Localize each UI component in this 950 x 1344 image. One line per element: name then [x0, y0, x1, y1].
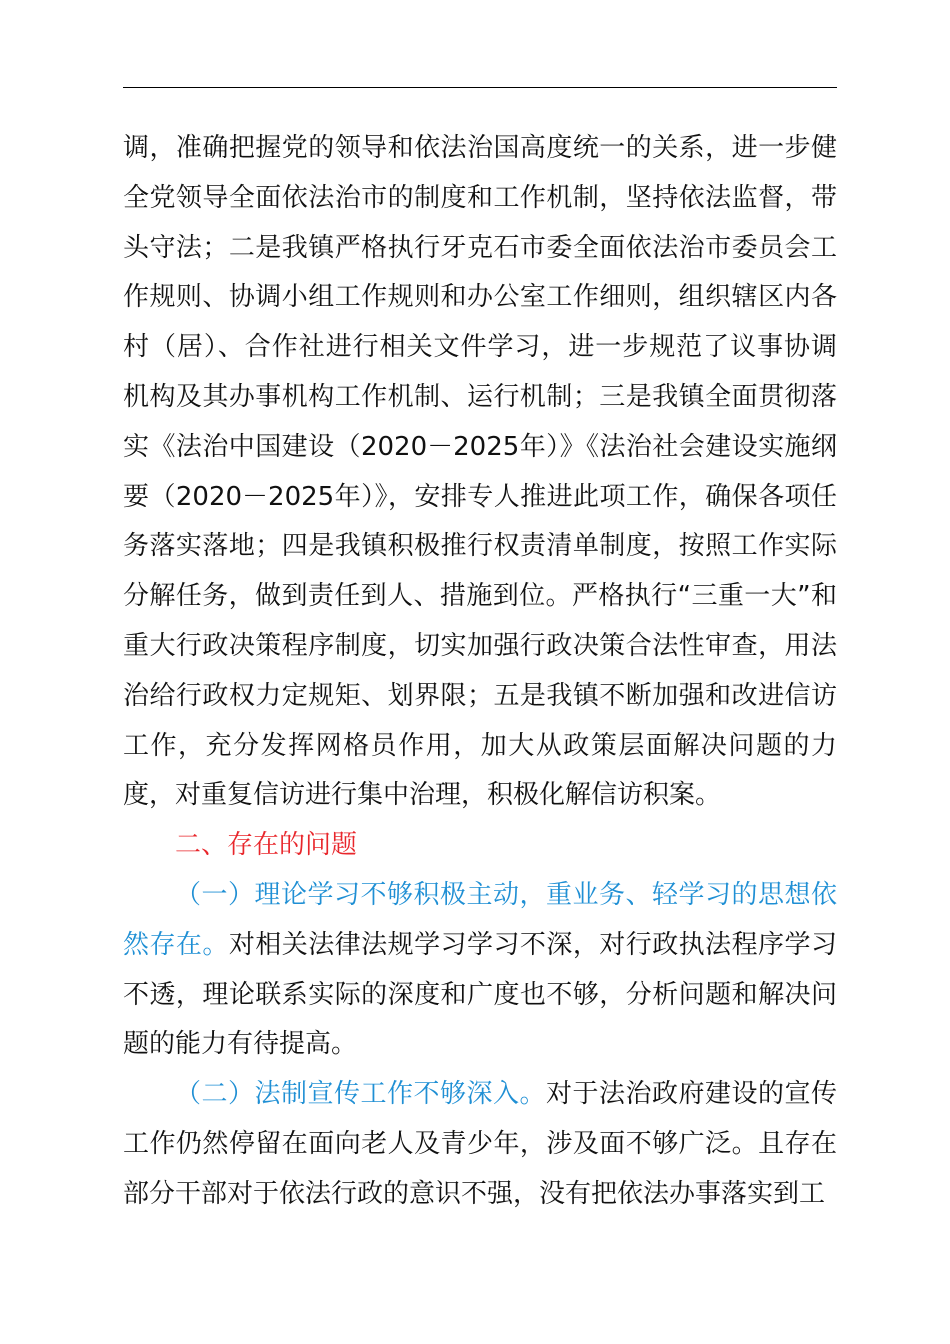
issue-paragraph-2 [123, 1070, 837, 1219]
document-body [123, 124, 837, 1220]
issue-1-text: 对相关法律法规学习学习不深，对行政执法程序学习不透，理论联系实际的深度和广度也不够，分析问题和解决问题的能力有待提高。 [123, 929, 837, 1060]
issue-paragraph-1 [123, 871, 837, 1070]
section-heading: 二、存在的问题 [175, 830, 358, 861]
issue-2-title: （二）法制宣传工作不够深入。 [175, 1079, 546, 1110]
issue-1-title: （一）理论学习不够积极主动，重业务、轻学习的思想依然存在。 [123, 879, 837, 960]
paragraph-continuation: 调，准确把握党的领导和依法治国高度统一的关系，进一步健全党领导全面依法治市的制度和工作机制，坚持依法监督，带头守法；二是我镇严格执行牙克石市委全面依法治市委员会工作规则、协调小组工作规则和办公室工作细则，组织辖区内各村（居）、合作社进行相关文件学习，进一步规范了议事协调机构及其办事机构工作机制、运行机制；三是我镇全面贯彻落实《法治中国建设（2020－2025年）》《法治社会建设实施纲要（2020－2025年）》，安排专人推进此项工作，确保各项任务落实落地；四是我镇积极推行权责清单制度，按照工作实际分解任务，做到责任到人、措施到位。严格执行“三重一大”和重大行政决策程序制度，切实加强行政决策合法性审查，用法治给行政权力定规矩、划界限；五是我镇不断加强和改进信访工作，充分发挥网格员作用，加大从政策层面解决问题的力度，对重复信访进行集中治理，积极化解信访积案。 [123, 133, 837, 811]
issue-2-text: 对于法治政府建设的宣传工作仍然停留在面向老人及青少年，涉及面不够广泛。且存在部分干部对于依法行政的意识不强，没有把依法办事落实到工 [123, 1079, 837, 1209]
header-rule [123, 87, 837, 88]
